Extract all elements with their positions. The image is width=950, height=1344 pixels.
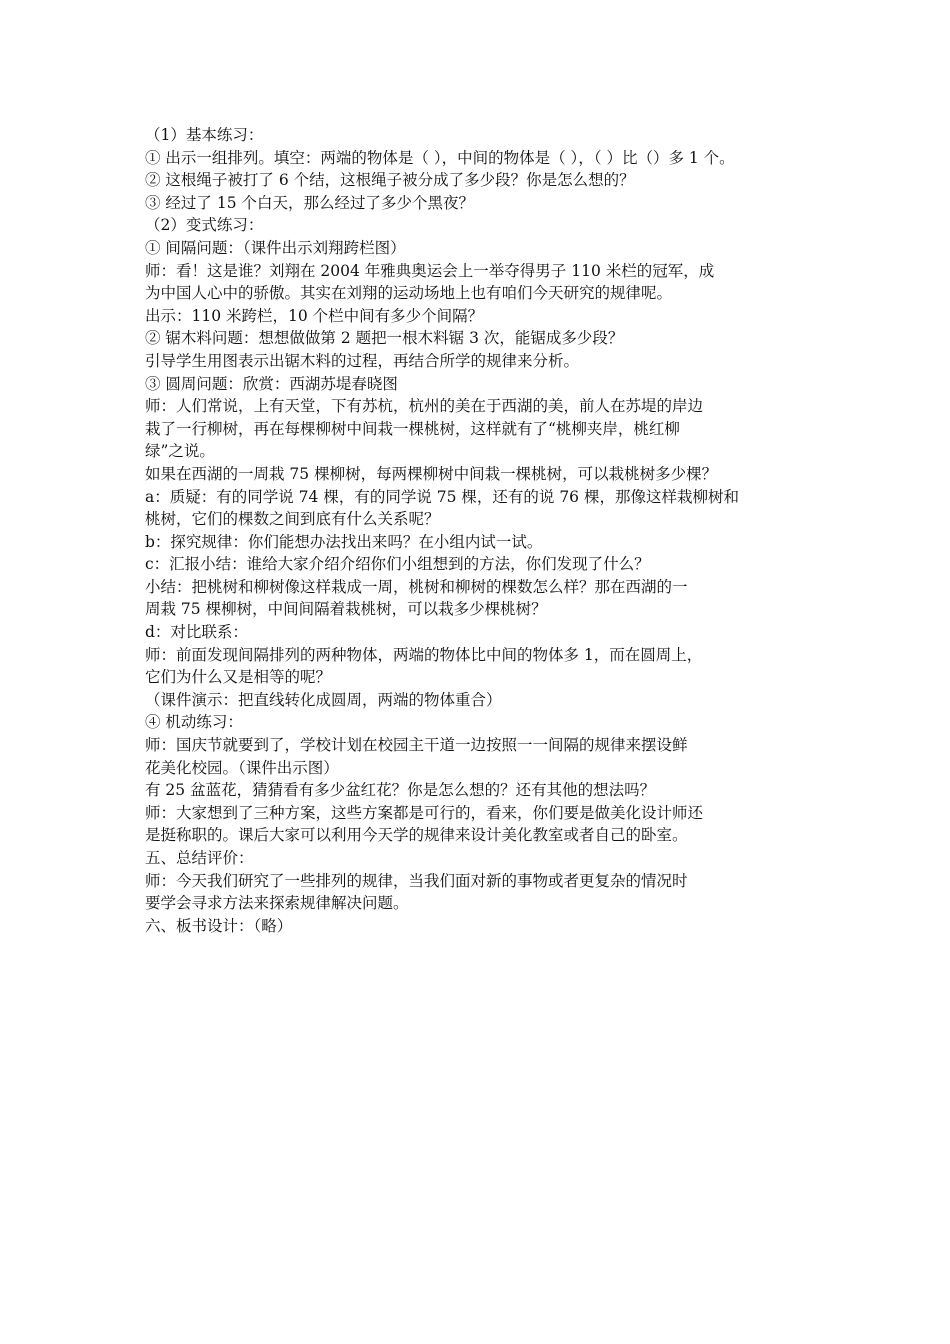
paragraph-line: 如果在西湖的一周栽 75 棵柳树，每两棵柳树中间栽一棵桃树，可以栽桃树多少棵？	[145, 464, 718, 483]
interval-problem-title: ① 间隔问题：（课件出示刘翔跨栏图）	[145, 238, 406, 257]
practice-item-3: ③ 经过了 15 个白天，那么经过了多少个黑夜？	[145, 193, 475, 212]
paragraph-line: 绿”之说。	[145, 442, 215, 461]
practice-item-2: ② 这根绳子被打了 6 个结，这根绳子被分成了多少段？你是怎么想的？	[145, 171, 635, 190]
paragraph-line: 师：大家想到了三种方案，这些方案都是可行的，看来，你们要是做美化设计师还	[145, 803, 704, 822]
paragraph-line: 小结：把桃树和柳树像这样栽成一周，桃树和柳树的棵数怎么样？那在西湖的一	[145, 577, 688, 596]
practice-item-1: ① 出示一组排列。填空：两端的物体是（ ），中间的物体是（ ），（ ）比（）多 1 个。	[145, 148, 735, 167]
paragraph-line: d：对比联系：	[145, 623, 248, 642]
paragraph-line: 师：今天我们研究了一些排列的规律，当我们面对新的事物或者更复杂的情况时	[145, 871, 688, 890]
paragraph-line: 要学会寻求方法来探索规律解决问题。	[145, 894, 409, 913]
paragraph-line: a：质疑：有的同学说 74 棵，有的同学说 75 棵，还有的说 76 棵，那像这样栽柳树和	[145, 487, 739, 506]
paragraph-line: 出示：110 米跨栏，10 个栏中间有多少个间隔？	[145, 306, 484, 325]
paragraph-line: 师：前面发现间隔排列的两种物体，两端的物体比中间的物体多 1，而在圆周上，	[145, 645, 703, 664]
heading-variant-practice: （2）变式练习：	[145, 216, 264, 235]
paragraph-line: 有 25 盆蓝花，猜猜看有多少盆红花？你是怎么想的？还有其他的想法吗？	[145, 781, 656, 800]
flexible-practice-title: ④ 机动练习：	[145, 713, 243, 732]
paragraph-line: 师：看！这是谁？刘翔在 2004 年雅典奥运会上一举夺得男子 110 米栏的冠军，成	[145, 261, 715, 280]
document-page	[145, 124, 825, 937]
paragraph-line: 引导学生用图表示出锯木料的过程，再结合所学的规律来分析。	[145, 351, 580, 370]
paragraph-line: 为中国人心中的骄傲。其实在刘翔的运动场地上也有咱们今天研究的规律呢。	[145, 284, 673, 303]
heading-board-design: 六、板书设计：（略）	[145, 916, 293, 935]
paragraph-line: （课件演示：把直线转化成圆周，两端的物体重合）	[145, 690, 502, 709]
paragraph-line: 师：人们常说，上有天堂，下有苏杭，杭州的美在于西湖的美，前人在苏堤的岸边	[145, 397, 704, 416]
paragraph-line: 师：国庆节就要到了，学校计划在校园主干道一边按照一一间隔的规律来摆设鲜	[145, 736, 688, 755]
paragraph-line: 周栽 75 棵柳树，中间间隔着栽桃树，可以栽多少棵桃树？	[145, 600, 547, 619]
paragraph-line: b：探究规律：你们能想办法找出来吗？在小组内试一试。	[145, 532, 543, 551]
sawing-problem-title: ② 锯木料问题：想想做做第 2 题把一根木料锯 3 次，能锯成多少段？	[145, 329, 624, 348]
paragraph-line: 栽了一行柳树，再在每棵柳树中间栽一棵桃树，这样就有了“桃柳夹岸，桃红柳	[145, 419, 680, 438]
circle-problem-title: ③ 圆周问题：欣赏：西湖苏堤春晓图	[145, 374, 398, 393]
paragraph-line: 它们为什么又是相等的呢？	[145, 668, 332, 687]
paragraph-line: 桃树，它们的棵数之间到底有什么关系呢？	[145, 510, 440, 529]
paragraph-line: c：汇报小结：谁给大家介绍介绍你们小组想到的方法，你们发现了什么？	[145, 555, 650, 574]
heading-basic-practice: （1）基本练习：	[145, 126, 264, 144]
paragraph-line: 花美化校园。（课件出示图）	[145, 758, 339, 777]
heading-summary: 五、总结评价：	[145, 849, 254, 867]
paragraph-line: 是挺称职的。课后大家可以利用今天学的规律来设计美化教室或者自己的卧室。	[145, 826, 688, 845]
